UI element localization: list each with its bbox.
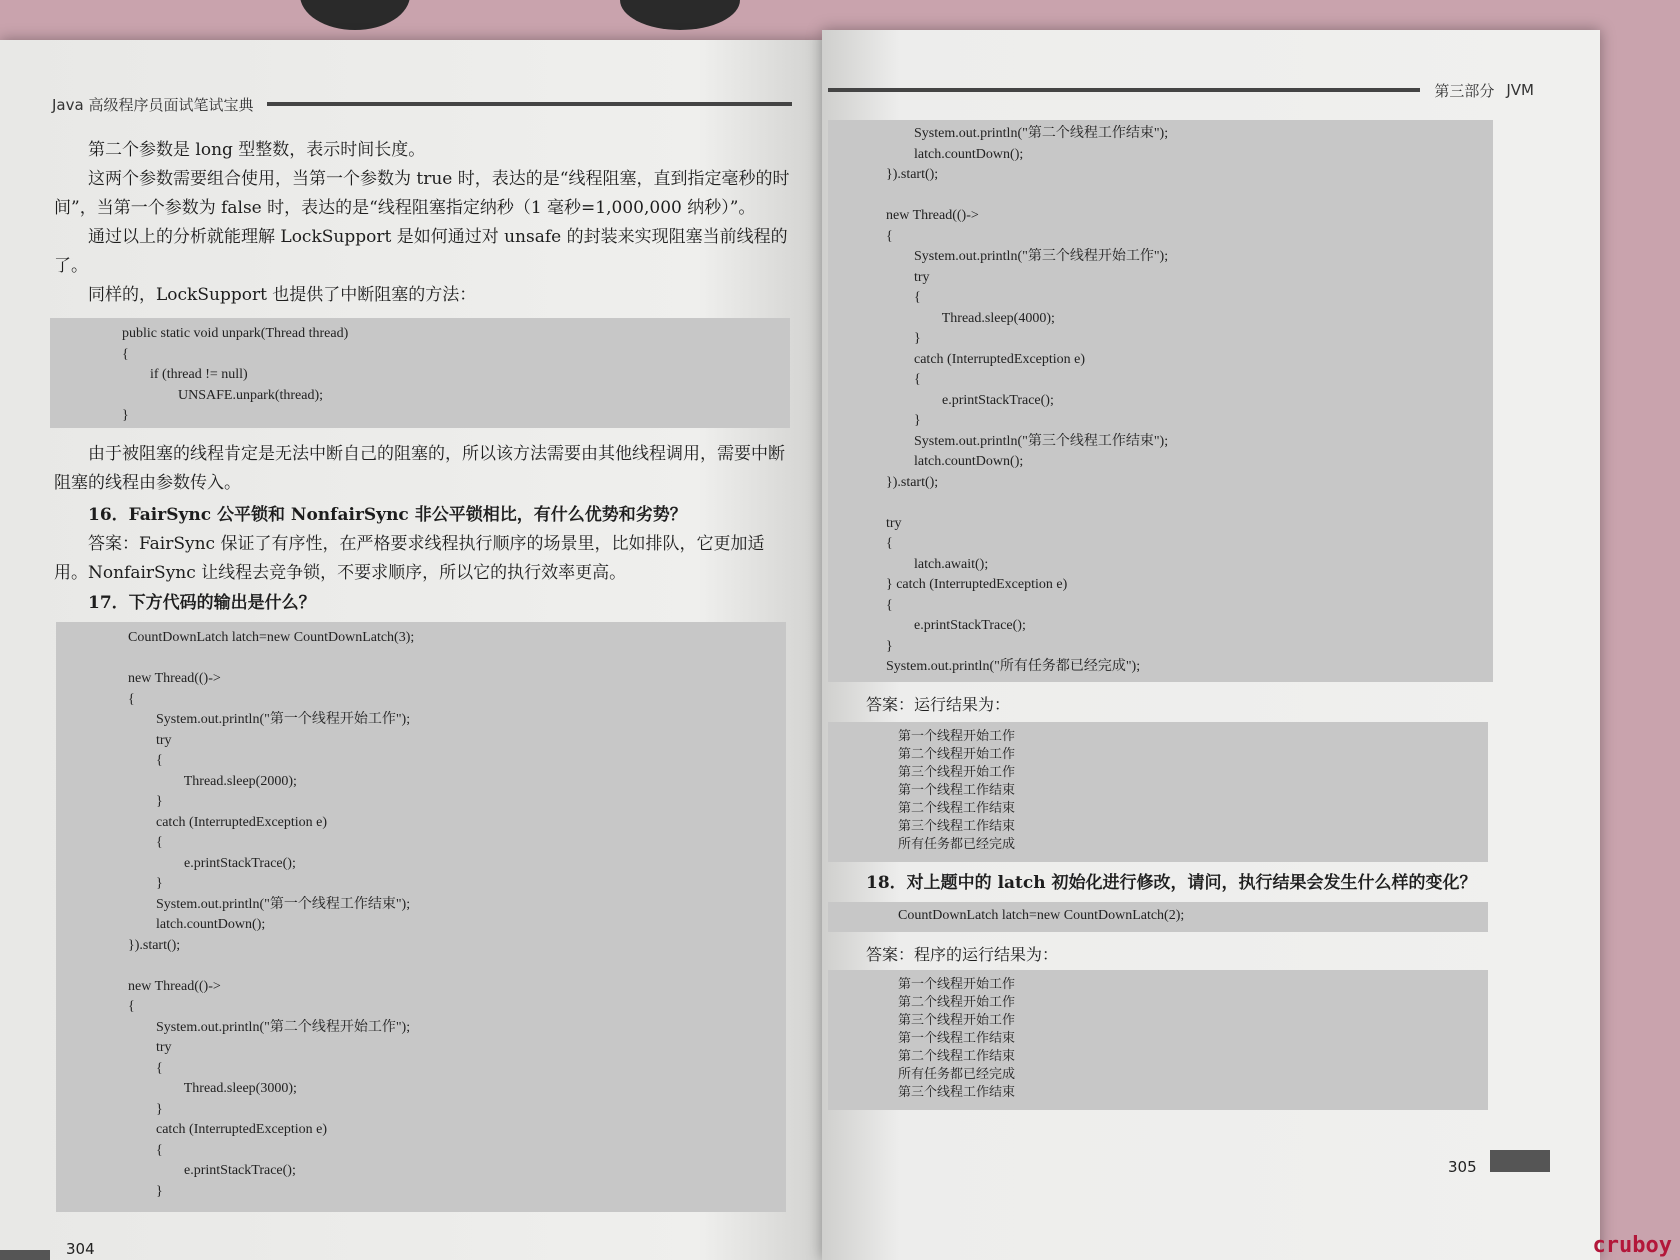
backdrop-spot: [300, 0, 410, 30]
output-line: 第二个线程工作结束: [898, 801, 1016, 816]
code-line: [128, 956, 786, 977]
page-corner-mark: [0, 1250, 50, 1260]
code-line: System.out.println("第三个线程开始工作");: [858, 249, 1169, 264]
left-page: [0, 40, 822, 1260]
code-line: System.out.println("第二个线程工作结束");: [858, 126, 1169, 141]
backdrop-spot: [620, 0, 740, 30]
code-line: System.out.println("第二个线程开始工作");: [128, 1019, 411, 1035]
right-page-header: [828, 78, 1534, 102]
code-line: Thread.sleep(3000);: [128, 1081, 297, 1096]
output-line: 所有任务都已经完成: [898, 837, 1016, 852]
answer-17-label: 答案：运行结果为：: [866, 695, 1011, 714]
code-line: {: [122, 346, 129, 362]
output-line: 第二个线程工作结束: [898, 1049, 1016, 1064]
output-line: 第二个线程开始工作: [898, 747, 1016, 762]
code-line: e.printStackTrace();: [128, 1163, 296, 1178]
code-line: {: [858, 372, 921, 387]
code-line: }: [128, 794, 163, 809]
output-line: 第一个线程开始工作: [898, 977, 1016, 992]
code-line: System.out.println("第一个线程工作结束");: [128, 896, 411, 912]
page-number: 305: [1448, 1158, 1477, 1176]
code-line: latch.countDown();: [128, 917, 266, 932]
code-line: UNSAFE.unpark(thread);: [122, 387, 324, 403]
code-line: {: [128, 999, 135, 1014]
output-line: 第一个线程开始工作: [898, 729, 1016, 744]
code-line: [128, 649, 786, 670]
code-line: latch.countDown();: [858, 146, 1024, 162]
code-line: Thread.sleep(4000);: [858, 310, 1055, 326]
code-block-question-17-continued: [828, 120, 1493, 682]
output-line: 第二个线程开始工作: [898, 995, 1016, 1010]
section-label: 第三部分: [1434, 81, 1495, 100]
question-17: 17．下方代码的输出是什么？: [88, 593, 316, 613]
page-number: 304: [66, 1240, 95, 1258]
code-line: try: [858, 269, 930, 285]
code-line: try: [858, 515, 902, 531]
code-line: CountDownLatch latch=new CountDownLatch(2);: [898, 908, 1185, 923]
output-block-17: [828, 722, 1488, 862]
code-line: new Thread(()->: [128, 978, 221, 994]
code-line: new Thread(()->: [128, 671, 221, 686]
code-line: try: [128, 732, 172, 748]
code-line: }).start();: [858, 474, 939, 490]
code-line: {: [128, 1142, 163, 1158]
code-line: e.printStackTrace();: [858, 392, 1054, 408]
header-rule: [828, 88, 1420, 92]
code-line: } catch (InterruptedException e): [858, 577, 1068, 592]
output-line: 第三个线程工作结束: [898, 1085, 1016, 1100]
output-line: 第三个线程开始工作: [898, 765, 1016, 780]
code-line: }).start();: [858, 167, 939, 182]
code-line: Thread.sleep(2000);: [128, 773, 297, 789]
book-title: Java 高级程序员面试笔试宝典: [52, 95, 254, 114]
code-line: {: [858, 228, 893, 244]
code-line: System.out.println("所有任务都已经完成");: [858, 659, 1141, 674]
code-line: CountDownLatch latch=new CountDownLatch(3);: [128, 630, 415, 645]
paragraph: 第二个参数是 long 型整数，表示时间长度。: [88, 140, 426, 160]
code-line: {: [128, 691, 135, 707]
code-line: {: [858, 597, 893, 613]
code-line: }: [858, 413, 921, 428]
code-line: {: [858, 536, 893, 551]
code-line: }: [122, 408, 129, 423]
paragraph: 由于被阻塞的线程肯定是无法中断自己的阻塞的，所以该方法需要由其他线程调用，需要中断阻塞的线程由参数传入。: [54, 444, 785, 493]
code-line: try: [128, 1040, 172, 1055]
output-line: 第三个线程工作结束: [898, 819, 1016, 834]
code-line: latch.countDown();: [858, 454, 1024, 469]
code-line: e.printStackTrace();: [128, 855, 296, 871]
code-line: [858, 186, 1493, 207]
answer-18-label: 答案：程序的运行结果为：: [866, 945, 1059, 964]
right-page: [822, 30, 1600, 1260]
code-line: }: [128, 876, 163, 891]
code-line: }: [858, 638, 893, 654]
code-line: latch.await();: [858, 556, 989, 572]
code-line: [858, 493, 1493, 514]
code-line: catch (InterruptedException e): [128, 814, 328, 830]
question-16: 16．FairSync 公平锁和 NonfairSync 非公平锁相比，有什么优势和劣势？: [88, 505, 687, 525]
code-block-unpark: [50, 318, 790, 428]
code-line: {: [128, 1060, 163, 1076]
code-line: new Thread(()->: [858, 208, 979, 223]
code-block-question-17: [56, 622, 786, 1212]
watermark-text: cruboy: [1592, 1233, 1672, 1258]
code-line: }).start();: [128, 937, 181, 953]
output-block-18: [828, 970, 1488, 1110]
code-block-question-18: [828, 902, 1488, 932]
code-line: catch (InterruptedException e): [858, 351, 1086, 367]
code-line: System.out.println("第三个线程工作结束");: [858, 433, 1169, 449]
code-line: {: [128, 753, 163, 768]
answer-16: 答案：FairSync 保证了有序性，在严格要求线程执行顺序的场景里，比如排队，它更加适用。NonfairSync 让线程去竞争锁，不要求顺序，所以它的执行效率更高。: [54, 534, 765, 583]
code-line: public static void unpark(Thread thread): [122, 326, 349, 341]
code-line: {: [858, 290, 921, 305]
section-topic: JVM: [1506, 81, 1534, 99]
header-rule: [267, 102, 792, 106]
code-line: if (thread != null): [122, 367, 248, 382]
paragraph: 同样的，LockSupport 也提供了中断阻塞的方法：: [88, 285, 477, 305]
code-line: {: [128, 835, 163, 850]
output-line: 所有任务都已经完成: [898, 1067, 1016, 1082]
code-line: }: [858, 331, 921, 346]
page-corner-mark: [1490, 1150, 1550, 1172]
code-line: System.out.println("第一个线程开始工作");: [128, 712, 411, 727]
paragraph: 通过以上的分析就能理解 LockSupport 是如何通过对 unsafe 的封装来实现阻塞当前线程的了。: [54, 227, 788, 276]
code-line: }: [128, 1183, 163, 1199]
code-line: }: [128, 1101, 163, 1117]
output-line: 第一个线程工作结束: [898, 1031, 1016, 1046]
output-line: 第三个线程开始工作: [898, 1013, 1016, 1028]
question-18: 18．对上题中的 latch 初始化进行修改，请问，执行结果会发生什么样的变化？: [866, 873, 1477, 893]
code-line: catch (InterruptedException e): [128, 1122, 328, 1137]
output-line: 第一个线程工作结束: [898, 783, 1016, 798]
paragraph: 这两个参数需要组合使用，当第一个参数为 true 时，表达的是“线程阻塞，直到指定毫秒的时间”，当第一个参数为 false 时，表达的是“线程阻塞指定纳秒（1 毫秒=1,000,000 纳秒）”。: [54, 169, 790, 218]
code-line: e.printStackTrace();: [858, 618, 1026, 633]
left-page-header: [52, 92, 792, 116]
